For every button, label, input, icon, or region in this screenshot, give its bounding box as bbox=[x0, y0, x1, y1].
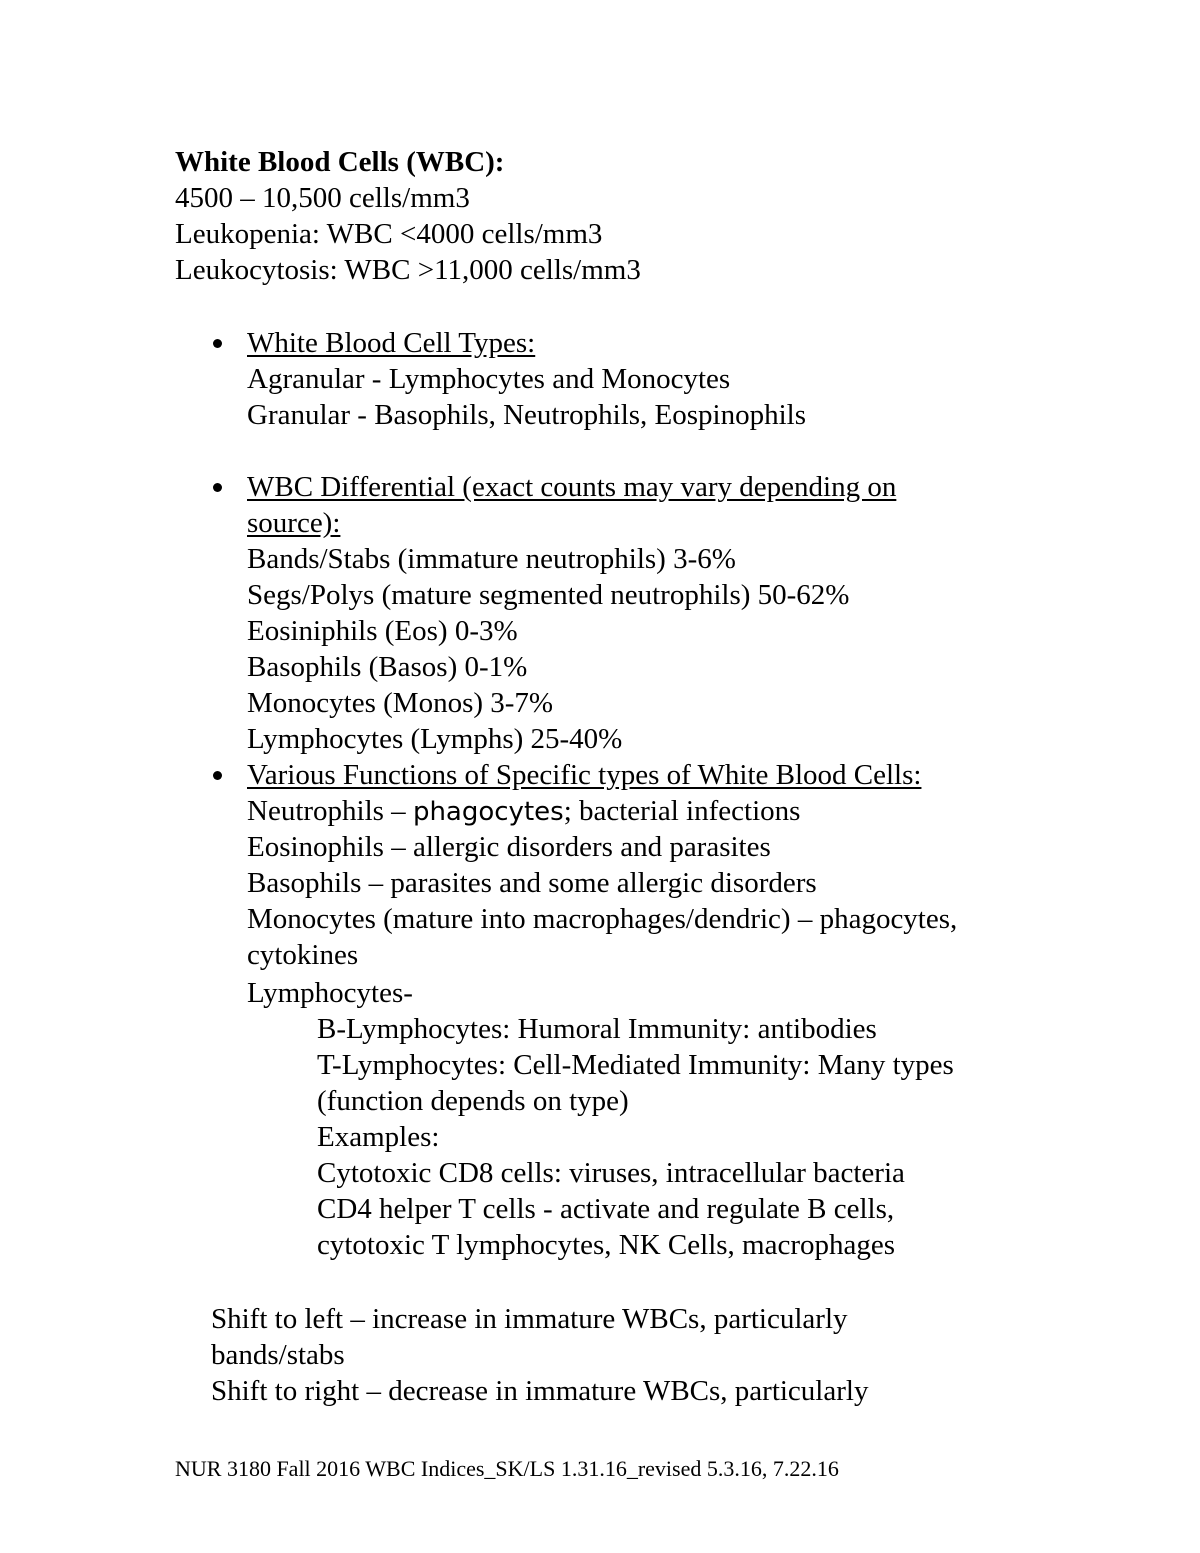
monocytes-line2: cytokines bbox=[247, 939, 359, 971]
leukocytosis-line: Leukocytosis: WBC >11,000 cells/mm3 bbox=[175, 254, 641, 286]
neutrophils-label: Neutrophils – bbox=[247, 795, 413, 827]
normal-range-line: 4500 – 10,500 cells/mm3 bbox=[175, 182, 470, 214]
lymphocyte-subitem: CD4 helper T cells - activate and regulate B cells, bbox=[317, 1193, 895, 1225]
differential-item: Monocytes (Monos) 3-7% bbox=[247, 687, 554, 719]
lymphocyte-subitem: T-Lymphocytes: Cell-Mediated Immunity: Many types bbox=[317, 1049, 954, 1081]
lymphocyte-subitem: Cytotoxic CD8 cells: viruses, intracellular bacteria bbox=[317, 1157, 905, 1189]
eosinophils-line: Eosinophils – allergic disorders and parasites bbox=[247, 831, 771, 863]
lymphocyte-subitem: (function depends on type) bbox=[317, 1085, 629, 1117]
bullet-icon bbox=[213, 339, 222, 348]
lymphocytes-line: Lymphocytes- bbox=[247, 977, 413, 1009]
page-footer: NUR 3180 Fall 2016 WBC Indices_SK/LS 1.31.16_revised 5.3.16, 7.22.16 bbox=[175, 1456, 839, 1481]
differential-item: Basophils (Basos) 0-1% bbox=[247, 651, 528, 683]
neutrophils-line bbox=[247, 793, 800, 830]
bullet-icon bbox=[213, 483, 222, 492]
shift-right-line1: Shift to right – decrease in immature WBCs, particularly bbox=[211, 1375, 869, 1407]
differential-heading-line1: WBC Differential (exact counts may vary depending on bbox=[247, 471, 897, 503]
agranular-line: Agranular - Lymphocytes and Monocytes bbox=[247, 363, 731, 395]
differential-item: Eosiniphils (Eos) 0-3% bbox=[247, 615, 518, 647]
differential-heading-line2: source): bbox=[247, 507, 341, 539]
neutrophils-detail: ; bacterial infections bbox=[563, 795, 801, 827]
granular-line: Granular - Basophils, Neutrophils, Eospinophils bbox=[247, 399, 807, 431]
lymphocyte-subitem: Examples: bbox=[317, 1121, 440, 1153]
phagocytes-text: phagocytes bbox=[412, 797, 564, 827]
functions-heading: Various Functions of Specific types of White Blood Cells: bbox=[247, 759, 922, 791]
differential-item: Segs/Polys (mature segmented neutrophils) 50-62% bbox=[247, 579, 850, 611]
monocytes-line1: Monocytes (mature into macrophages/dendric) – phagocytes, bbox=[247, 903, 958, 935]
differential-item: Lymphocytes (Lymphs) 25-40% bbox=[247, 723, 623, 755]
shift-left-line1: Shift to left – increase in immature WBCs, particularly bbox=[211, 1303, 848, 1335]
lymphocyte-subitem: cytotoxic T lymphocytes, NK Cells, macrophages bbox=[317, 1229, 896, 1261]
types-heading: White Blood Cell Types: bbox=[247, 327, 536, 359]
basophils-line: Basophils – parasites and some allergic disorders bbox=[247, 867, 817, 899]
lymphocyte-subitem: B-Lymphocytes: Humoral Immunity: antibodies bbox=[317, 1013, 877, 1045]
shift-left-line2: bands/stabs bbox=[211, 1339, 345, 1371]
document-title: White Blood Cells (WBC): bbox=[175, 146, 505, 178]
bullet-icon bbox=[213, 771, 222, 780]
differential-item: Bands/Stabs (immature neutrophils) 3-6% bbox=[247, 543, 736, 575]
leukopenia-line: Leukopenia: WBC <4000 cells/mm3 bbox=[175, 218, 603, 250]
